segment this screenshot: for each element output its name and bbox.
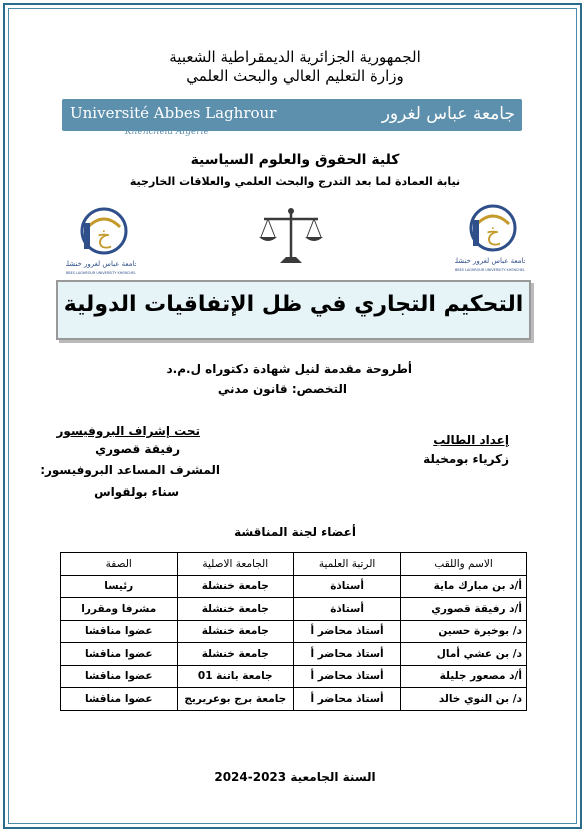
table-row [61,575,527,598]
academic-year: السنة الجامعية 2023-2024 [214,770,376,784]
table-cell: د/ بن النوي خالد [401,688,527,711]
republic-heading: الجمهورية الجزائرية الديمقراطية الشعبية [169,48,421,66]
svg-text:خ: خ [485,221,501,246]
table-cell: جامعة باتنة 01 [177,665,294,688]
table-row [61,688,527,711]
column-header: الجامعة الاصلية [177,553,294,576]
svg-text:ABBES LAGHROUR UNIVERSITY KHEN: ABBES LAGHROUR UNIVERSITY KHENCHELA [66,271,136,275]
table-cell: أستاذ محاضر أ [294,643,401,666]
table-cell: عضوا مناقشا [61,665,178,688]
table-cell: جامعة خنشلة [177,575,294,598]
table-row [61,643,527,666]
table-row [61,665,527,688]
table-cell: أستاذ محاضر أ [294,688,401,711]
student-name: زكرياء بومخيلة [423,452,509,466]
table-cell: عضوا مناقشا [61,620,178,643]
faculty-name: كلية الحقوق والعلوم السياسية [190,152,400,168]
table-row [61,598,527,621]
table-cell: جامعة خنشلة [177,643,294,666]
table-cell: أستاذة [294,598,401,621]
university-name-fr: Université Abbes Laghrour [70,104,277,122]
jury-heading: أعضاء لجنة المناقشة [234,525,356,539]
deanship-name: نيابة العمادة لما بعد التدرج والبحث العلمي والعلاقات الخارجية [129,175,461,188]
table-cell: أستاذة [294,575,401,598]
table-cell: عضوا مناقشا [61,688,178,711]
jury-table [60,552,527,711]
table-cell: أستاذ محاضر أ [294,665,401,688]
ministry-heading: وزارة التعليم العالي والبحث العلمي [186,67,404,85]
table-cell: عضوا مناقشا [61,643,178,666]
thesis-degree-line: أطروحة مقدمة لنيل شهادة دكتوراه ل.م.د [166,362,412,376]
university-logo-right [455,200,525,275]
supervisor-heading: تحت إشراف البروفيسور [56,424,200,438]
svg-text:جامعة عباس لغرور خنشلة: جامعة عباس لغرور خنشلة [455,257,525,265]
table-cell: أ/د رفيقة قصوري [401,598,527,621]
thesis-title: التحكيم التجاري في ظل الإتفاقيات الدولية [63,292,524,317]
column-header: الصفة [61,553,178,576]
column-header: الاسم واللقب [401,553,527,576]
table-header-row [61,553,527,576]
svg-text:ABBES LAGHROUR UNIVERSITY KHEN: ABBES LAGHROUR UNIVERSITY KHENCHELA [455,268,525,272]
scales-of-justice-icon [256,205,326,267]
table-cell: جامعة برج بوعريريج [177,688,294,711]
table-cell: جامعة خنشلة [177,598,294,621]
co-supervisor-name: سناء بولقواس [94,485,179,499]
table-cell: مشرفا ومقررا [61,598,178,621]
table-cell: أستاذ محاضر أ [294,620,401,643]
table-cell: أ/د مصعور جليلة [401,665,527,688]
university-city-fr: Khenchela Algérie [125,127,209,137]
specialty-line: التخصص: قانون مدني [217,382,347,396]
svg-text:جامعة عباس لغرور خنشلة: جامعة عباس لغرور خنشلة [66,260,136,268]
university-name-ar: جامعة عباس لغرور [381,104,515,124]
prepared-by-heading: إعداد الطالب [433,433,509,447]
column-header: الرتبة العلمية [294,553,401,576]
supervisor-name: رفيقة قصوري [95,442,180,456]
university-logo-left [66,203,136,278]
table-cell: رئيسا [61,575,178,598]
table-cell: جامعة خنشلة [177,620,294,643]
table-cell: أ/د بن مبارك ماية [401,575,527,598]
table-cell: د/ بوخيرة حسين [401,620,527,643]
co-supervisor-heading: المشرف المساعد البروفيسور: [40,463,220,477]
svg-text:خ: خ [96,224,112,249]
table-cell: د/ بن عشي أمال [401,643,527,666]
table-row [61,620,527,643]
